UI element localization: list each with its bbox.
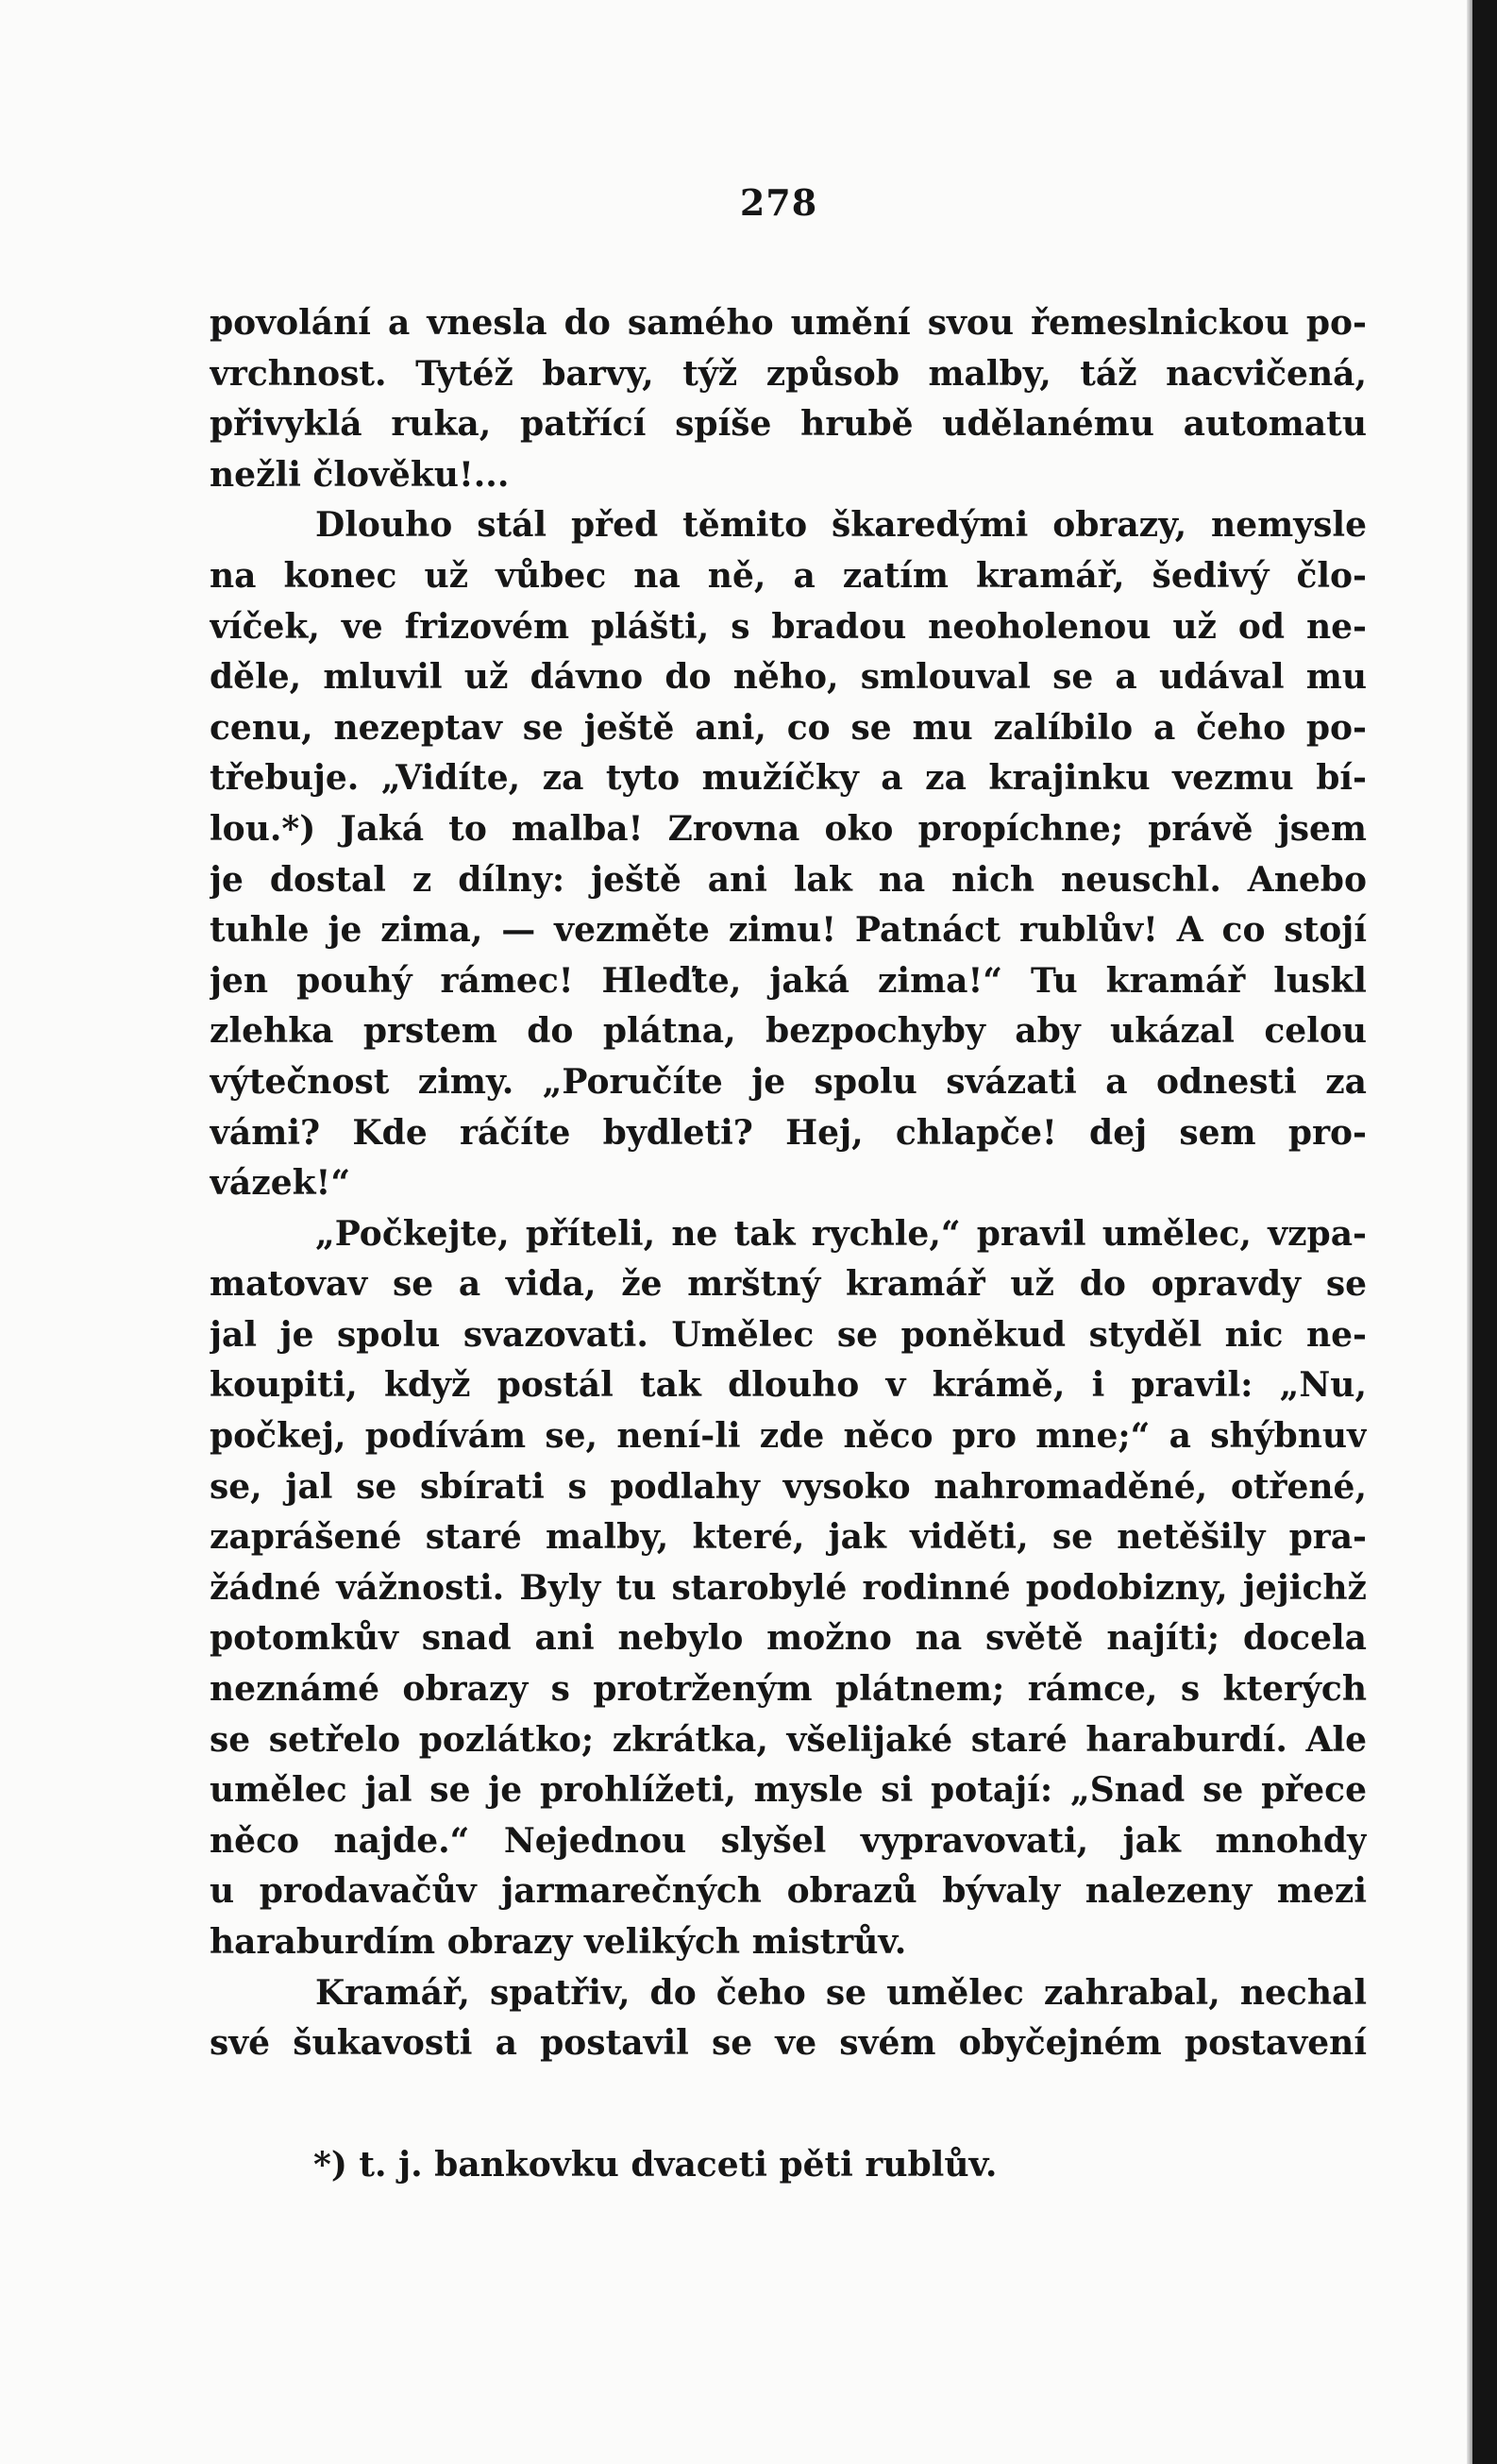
- text-line: vrchnost. Tytéž barvy, týž způsob malby, táž nacvičená,: [210, 353, 1367, 394]
- page-number: 278: [739, 181, 818, 224]
- text-line: jal je spolu svazovati. Umělec se poněkud styděl nic ne-: [210, 1314, 1367, 1355]
- body-text: [210, 298, 1367, 2069]
- text-line: Dlouho stál před těmito škaredými obrazy, nemysle: [315, 505, 1367, 546]
- page-edge: [1472, 0, 1497, 2464]
- text-line: své šukavosti a postavil se ve svém obyčejném postavení: [210, 2023, 1367, 2064]
- text-line: počkej, podívám se, není-li zde něco pro mne;“ a shýbnuv: [210, 1416, 1367, 1457]
- text-line: jen pouhý rámec! Hleďte, jaká zima!“ Tu kramář luskl: [210, 960, 1367, 1001]
- text-line: vázek!“: [210, 1163, 351, 1204]
- text-line: výtečnost zimy. „Poručíte je spolu svázati a odnesti za: [210, 1061, 1367, 1102]
- text-line: třebuje. „Vidíte, za tyto mužíčky a za krajinku vezmu bí-: [210, 758, 1367, 799]
- text-line: něco najde.“ Nejednou slyšel vypravovati, jak mnohdy: [210, 1820, 1367, 1861]
- text-line: cenu, nezeptav se ještě ani, co se mu zalíbilo a čeho po-: [210, 707, 1367, 748]
- text-line: nežli člověku!...: [210, 454, 510, 495]
- text-line: vámi? Kde ráčíte bydleti? Hej, chlapče! dej sem pro-: [210, 1112, 1367, 1153]
- text-line: u prodavačův jarmarečných obrazů bývaly nalezeny mezi: [210, 1871, 1367, 1912]
- text-line: lou.*) Jaká to malba! Zrovna oko propíchne; právě jsem: [210, 808, 1367, 849]
- text-line: koupiti, když postál tak dlouho v krámě, i pravil: „Nu,: [210, 1365, 1367, 1406]
- text-line: potomkův snad ani nebylo možno na světě najíti; docela: [210, 1618, 1367, 1659]
- text-line: žádné vážnosti. Byly tu starobylé rodinné podobizny, jejichž: [210, 1567, 1367, 1608]
- text-line: Kramář, spatřiv, do čeho se umělec zahrabal, nechal: [315, 1972, 1367, 2013]
- text-line: přivyklá ruka, patřící spíše hrubě udělanému automatu: [210, 404, 1367, 445]
- text-line: „Počkejte, příteli, ne tak rychle,“ pravil umělec, vzpa-: [315, 1213, 1367, 1254]
- text-line: neznámé obrazy s protrženým plátnem; rámce, s kterých: [210, 1669, 1367, 1710]
- footnote: *) t. j. bankovku dvaceti pěti rublův.: [313, 2145, 998, 2185]
- text-line: haraburdím obrazy velikých mistrův.: [210, 1922, 907, 1962]
- text-line: tuhle je zima, — vezměte zimu! Patnáct rublův! A co stojí: [210, 910, 1367, 951]
- text-line: zlehka prstem do plátna, bezpochyby aby ukázal celou: [210, 1011, 1367, 1052]
- text-line: povolání a vnesla do samého umění svou řemeslnickou po-: [210, 303, 1367, 343]
- text-line: se setřelo pozlátko; zkrátka, všelijaké staré haraburdí. Ale: [210, 1719, 1367, 1760]
- text-line: matovav se a vida, že mrštný kramář už do opravdy se: [210, 1264, 1367, 1305]
- text-line: umělec jal se je prohlížeti, mysle si potají: „Snad se přece: [210, 1770, 1367, 1811]
- text-line: děle, mluvil už dávno do něho, smlouval se a udával mu: [210, 657, 1367, 698]
- text-line: víček, ve frizovém plášti, s bradou neoholenou už od ne-: [210, 606, 1367, 647]
- text-line: na konec už vůbec na ně, a zatím kramář, šedivý člo-: [210, 555, 1367, 596]
- text-line: zaprášené staré malby, které, jak viděti, se netěšily pra-: [210, 1517, 1367, 1558]
- text-line: je dostal z dílny: ještě ani lak na nich neuschl. Anebo: [210, 859, 1367, 900]
- text-line: se, jal se sbírati s podlahy vysoko nahromaděné, otřené,: [210, 1466, 1367, 1507]
